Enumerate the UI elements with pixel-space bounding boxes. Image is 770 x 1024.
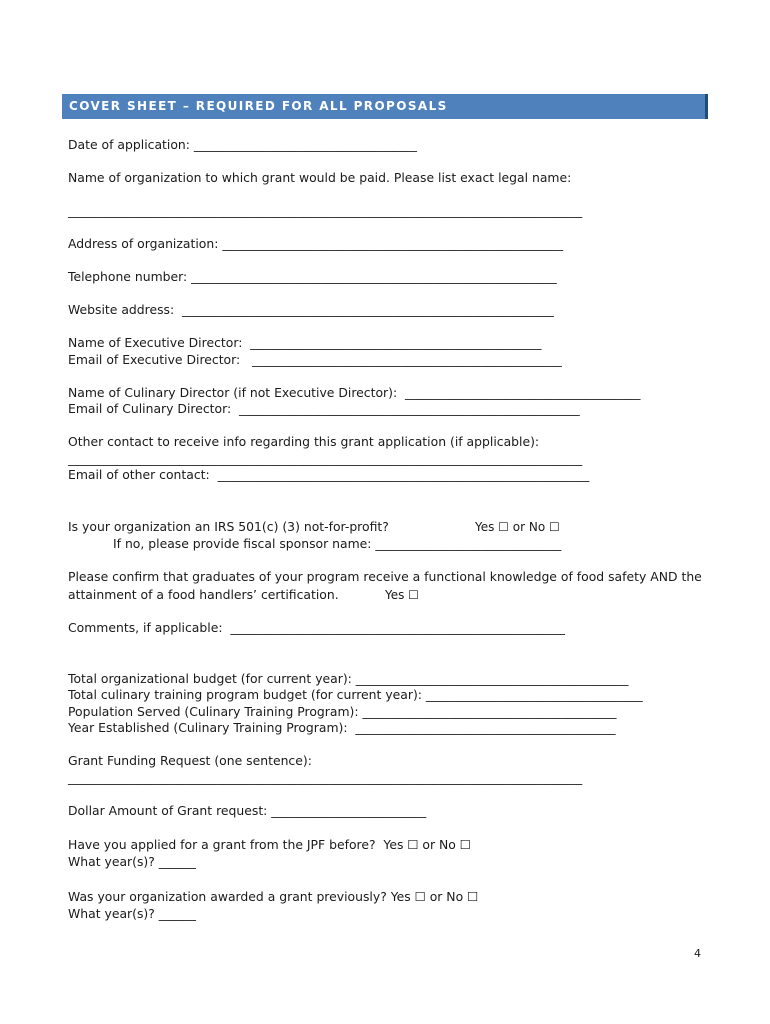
- exec-director-name-field[interactable]: Name of Executive Director: _______________________________________________: [68, 335, 542, 350]
- jpf-years-field[interactable]: What year(s)? ______: [68, 854, 196, 869]
- food-safety-checkbox[interactable]: Yes ☐: [385, 588, 419, 602]
- jpf-applied-question[interactable]: Have you applied for a grant from the JPF before? Yes ☐ or No ☐: [68, 837, 471, 852]
- culinary-director-name-field[interactable]: Name of Culinary Director (if not Executive Director): ______________________________________: [68, 385, 641, 400]
- grant-awarded-years-field[interactable]: What year(s)? ______: [68, 906, 196, 921]
- org-budget-field[interactable]: Total organizational budget (for current year): ____________________________________________: [68, 671, 629, 686]
- grant-awarded-question[interactable]: Was your organization awarded a grant previously? Yes ☐ or No ☐: [68, 889, 479, 904]
- org-name-field[interactable]: ___________________________________________________________________________________: [68, 203, 583, 218]
- exec-director-email-field[interactable]: Email of Executive Director: __________________________________________________: [68, 352, 562, 367]
- org-address-field[interactable]: Address of organization: _______________________________________________________: [68, 236, 564, 251]
- funding-request-field[interactable]: ___________________________________________________________________________________: [68, 770, 583, 785]
- irs-status-checkboxes[interactable]: Yes ☐ or No ☐: [475, 520, 560, 534]
- dollar-amount-field[interactable]: Dollar Amount of Grant request: _________________________: [68, 803, 427, 818]
- other-contact-prompt: Other contact to receive info regarding this grant application (if applicable):: [68, 434, 540, 449]
- org-name-prompt: Name of organization to which grant would be paid. Please list exact legal name:: [68, 170, 572, 185]
- year-established-field[interactable]: Year Established (Culinary Training Program): __________________________________________: [68, 720, 616, 735]
- section-header-banner: [62, 94, 708, 119]
- population-served-field[interactable]: Population Served (Culinary Training Program): _________________________________________: [68, 704, 617, 719]
- page-number: 4: [694, 947, 701, 960]
- page-title: COVER SHEET – REQUIRED FOR ALL PROPOSALS: [69, 99, 448, 113]
- food-safety-statement-line1: Please confirm that graduates of your program receive a functional knowledge of food safety AND the: [68, 569, 702, 584]
- food-safety-statement-line2: attainment of a food handlers’ certification.: [68, 587, 339, 602]
- date-of-application-field[interactable]: Date of application: ____________________________________: [68, 137, 417, 152]
- irs-status-question: Is your organization an IRS 501(c) (3) not-for-profit?: [68, 519, 389, 534]
- telephone-field[interactable]: Telephone number: ___________________________________________________________: [68, 269, 557, 284]
- comments-field[interactable]: Comments, if applicable: ______________________________________________________: [68, 620, 565, 635]
- other-contact-email-field[interactable]: Email of other contact: ____________________________________________________________: [68, 467, 590, 482]
- culinary-budget-field[interactable]: Total culinary training program budget (for current year): ___________________________________: [68, 687, 643, 702]
- culinary-director-email-field[interactable]: Email of Culinary Director: _______________________________________________________: [68, 401, 580, 416]
- fiscal-sponsor-field[interactable]: If no, please provide fiscal sponsor name: ______________________________: [113, 536, 562, 551]
- funding-request-prompt: Grant Funding Request (one sentence):: [68, 753, 312, 768]
- other-contact-field[interactable]: ___________________________________________________________________________________: [68, 451, 583, 466]
- website-field[interactable]: Website address: ____________________________________________________________: [68, 302, 554, 317]
